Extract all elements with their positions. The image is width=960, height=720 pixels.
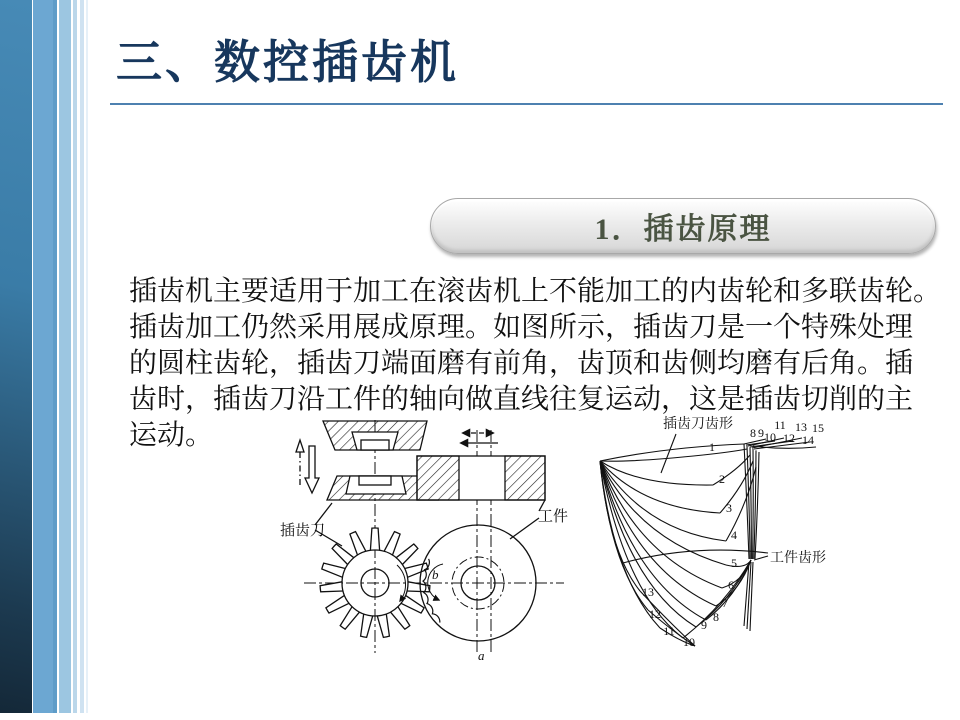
- curve-number: 13: [795, 420, 807, 434]
- stripe-bar-6: [80, 0, 84, 713]
- cutter-label: 插齿刀: [280, 523, 326, 539]
- stripe-bar-3: [53, 0, 57, 713]
- curve-number: 6: [728, 578, 734, 592]
- workpiece-profile-label: 工件齿形: [770, 551, 826, 566]
- gear-tooth: [370, 528, 379, 550]
- envelope-curve: [661, 434, 676, 473]
- body-line: 运动。: [129, 420, 214, 451]
- workpiece-label: 工件: [538, 509, 569, 525]
- envelope-curve: [683, 560, 751, 638]
- gear-tooth: [320, 582, 343, 592]
- envelope-curve: [600, 461, 713, 485]
- stripe-bar-gradient: [0, 0, 32, 713]
- curve-number: 5: [731, 556, 737, 570]
- label-b: b: [432, 567, 439, 582]
- curve-number: 7: [722, 596, 728, 610]
- curve-number: 14: [802, 433, 814, 447]
- stripe-bar-7: [86, 0, 88, 713]
- body-line: 的圆柱齿轮，插齿刀端面磨有前角，齿顶和齿侧均磨有后角。插: [129, 348, 914, 379]
- envelope-curve: [696, 560, 751, 627]
- curve-number: 11: [774, 418, 786, 432]
- curve-number: 2: [719, 472, 725, 486]
- envelope-curve: [600, 461, 683, 638]
- curve-number: 9: [758, 426, 764, 440]
- curve-number: 3: [726, 501, 732, 515]
- envelope-curve: [754, 556, 768, 560]
- stripe-bar-2: [33, 0, 53, 713]
- body-line: 插齿加工仍然采用展成原理。如图所示，插齿刀是一个特殊处理: [129, 312, 914, 343]
- curve-number: 8: [750, 426, 756, 440]
- title-divider: [110, 103, 943, 105]
- body-line: 插齿机主要适用于加工在滚齿机上不能加工的内齿轮和多联齿轮。: [129, 276, 942, 307]
- curve-number: 8: [713, 610, 719, 624]
- curve-number: 11: [663, 624, 675, 638]
- curve-number: 12: [649, 607, 661, 621]
- section-badge: 1．插齿原理: [430, 198, 936, 254]
- envelope-curve: [753, 449, 754, 559]
- gear-tooth: [361, 614, 373, 637]
- envelope-curve: [600, 461, 722, 588]
- slide-title: 三、数控插齿机: [116, 37, 459, 88]
- curve-number: 15: [812, 421, 824, 435]
- curve-number: 10: [764, 430, 776, 444]
- gear-tooth: [377, 614, 389, 637]
- stripe-bar-4: [59, 0, 71, 713]
- curve-number: 10: [683, 635, 695, 649]
- envelope-curve: [600, 461, 726, 565]
- envelope-curve: [623, 550, 768, 563]
- curve-number: 9: [701, 618, 707, 632]
- cutter-profile-label: 插齿刀齿形: [663, 417, 733, 432]
- curve-number: 12: [783, 431, 795, 445]
- curve-number: 1: [709, 440, 715, 454]
- stripe-bar-5: [73, 0, 77, 713]
- tooth-profile-generation-diagram: [598, 413, 953, 683]
- cutting-principle-diagram: [262, 418, 577, 673]
- curve-number: 13: [642, 585, 654, 599]
- envelope-curve: [600, 461, 716, 606]
- gear-tooth: [322, 563, 346, 577]
- body-line: 齿时，插齿刀沿工件的轴向做直线往复运动，这是插齿切削的主: [129, 384, 914, 415]
- label-a: a: [478, 648, 485, 663]
- curve-number: 4: [731, 528, 737, 542]
